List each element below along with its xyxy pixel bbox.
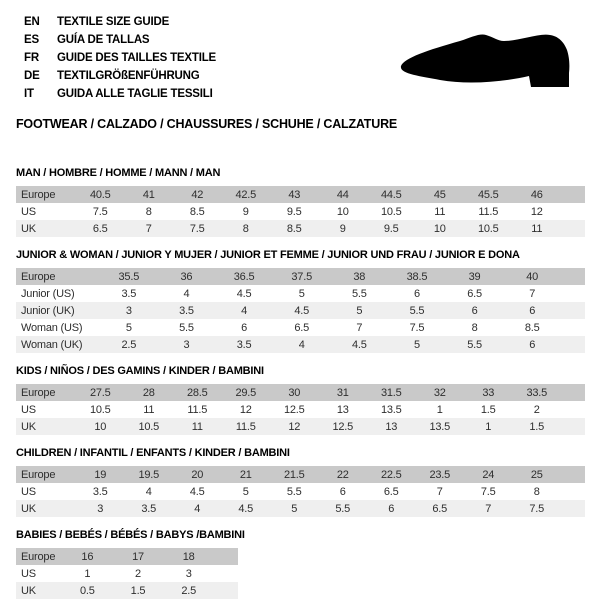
size-cell: 5.5 [286, 485, 302, 498]
size-cell: 4.5 [238, 502, 254, 515]
table-row [16, 186, 585, 203]
size-cell: 7.5 [529, 502, 545, 515]
size-cell: 7 [485, 502, 492, 515]
table-row [16, 302, 585, 319]
language-label: GUÍA DE TALLAS [57, 34, 150, 46]
size-cell: 8 [471, 321, 478, 334]
size-cell: 11.5 [187, 403, 208, 416]
language-code: EN [24, 16, 40, 28]
size-cell: 13 [385, 420, 398, 433]
size-cell: 20 [191, 468, 204, 481]
size-cell: 4.5 [236, 287, 252, 300]
size-cell: 8.5 [189, 205, 205, 218]
size-cell: 5.5 [351, 287, 367, 300]
size-cell: 45 [433, 188, 446, 201]
size-cell: 13 [336, 403, 349, 416]
size-cell: 6 [241, 321, 248, 334]
size-cell: 3.5 [92, 485, 108, 498]
size-cell: 33.5 [526, 386, 548, 399]
size-cell: 6 [413, 287, 420, 300]
size-cell: 44 [336, 188, 349, 201]
size-cell: 10.5 [89, 403, 111, 416]
size-cell: 24 [482, 468, 495, 481]
row-label: UK [21, 584, 36, 597]
size-cell: 4.5 [189, 485, 205, 498]
size-cell: 36.5 [233, 270, 255, 283]
size-cell: 1.5 [130, 584, 146, 597]
size-cell: 6.5 [92, 222, 108, 235]
size-cell: 6 [529, 338, 536, 351]
size-cell: 37.5 [291, 270, 312, 283]
row-label: UK [21, 222, 36, 235]
size-cell: 3.5 [141, 502, 157, 515]
table-row [16, 418, 585, 435]
size-cell: 19.5 [138, 468, 160, 481]
size-cell: 4 [194, 502, 201, 515]
size-cell: 10 [336, 205, 349, 218]
size-cell: 6 [339, 485, 346, 498]
guide-header [0, 0, 600, 131]
size-cell: 4 [183, 287, 190, 300]
row-label: Junior (US) [21, 287, 75, 300]
size-cell: 2.5 [121, 338, 137, 351]
size-cell: 42.5 [235, 188, 257, 201]
size-cell: 5 [291, 502, 298, 515]
row-label: Europe [21, 550, 56, 563]
size-cell: 7 [529, 287, 536, 300]
category-title: FOOTWEAR / CALZADO / CHAUSSURES / SCHUHE / CALZATURE [16, 117, 398, 131]
table-row [16, 565, 238, 582]
size-cell: 7.5 [480, 485, 496, 498]
size-cell: 6.5 [294, 321, 310, 334]
size-cell: 6.5 [383, 485, 399, 498]
size-cell: 12 [530, 205, 543, 218]
size-cell: 23.5 [429, 468, 451, 481]
size-cell: 1 [436, 403, 443, 416]
size-cell: 6.5 [432, 502, 448, 515]
table-title: JUNIOR & WOMAN / JUNIOR Y MUJER / JUNIOR ET FEMME / JUNIOR UND FRAU / JUNIOR E DONA [16, 249, 520, 261]
row-label: US [21, 567, 36, 580]
language-code: IT [24, 88, 34, 100]
size-cell: 3 [97, 502, 104, 515]
size-cell: 8 [242, 222, 249, 235]
size-cell: 21 [239, 468, 252, 481]
table-row [16, 268, 585, 285]
size-cell: 9.5 [286, 205, 302, 218]
row-label: Europe [21, 188, 56, 201]
size-cell: 10 [433, 222, 446, 235]
size-cell: 35.5 [118, 270, 140, 283]
table-row [16, 548, 238, 565]
size-section [16, 167, 600, 237]
size-cell: 19 [94, 468, 107, 481]
size-cell: 36 [180, 270, 193, 283]
size-cell: 9.5 [383, 222, 399, 235]
size-cell: 1 [485, 420, 492, 433]
table-row [16, 285, 585, 302]
size-cell: 11 [434, 205, 446, 218]
size-cell: 5 [125, 321, 132, 334]
size-cell: 7 [356, 321, 363, 334]
size-cell: 3 [183, 338, 190, 351]
size-cell: 6 [529, 304, 536, 317]
size-cell: 5.5 [467, 338, 482, 351]
size-cell: 30 [288, 386, 301, 399]
size-cell: 28 [142, 386, 155, 399]
size-cell: 38.5 [406, 270, 428, 283]
size-cell: 12.5 [283, 403, 305, 416]
size-cell: 7.5 [409, 321, 425, 334]
size-cell: 5.5 [179, 321, 194, 334]
size-cell: 5.5 [335, 502, 351, 515]
row-label: Europe [21, 386, 56, 399]
size-cell: 2 [135, 567, 141, 580]
size-cell: 8.5 [524, 321, 540, 334]
size-cell: 12.5 [332, 420, 354, 433]
language-label: GUIDA ALLE TAGLIE TESSILI [57, 88, 213, 100]
language-label: TEXTILE SIZE GUIDE [57, 16, 170, 28]
row-label: Woman (UK) [21, 338, 83, 351]
size-cell: 27.5 [89, 386, 111, 399]
language-label: GUIDE DES TAILLES TEXTILE [57, 52, 216, 64]
size-cell: 10 [94, 420, 107, 433]
table-row [16, 220, 585, 237]
size-cell: 38 [353, 270, 366, 283]
size-cell: 3.5 [236, 338, 252, 351]
size-cell: 3.5 [179, 304, 194, 317]
size-cell: 17 [132, 550, 144, 563]
language-code: DE [24, 70, 40, 82]
table-row [16, 336, 585, 353]
size-cell: 6 [388, 502, 395, 515]
row-label: UK [21, 420, 36, 433]
size-section [16, 447, 600, 517]
table-row [16, 500, 585, 517]
size-cell: 39 [468, 270, 481, 283]
size-table [16, 186, 585, 237]
row-label: US [21, 485, 36, 498]
size-cell: 8 [533, 485, 540, 498]
size-cell: 9 [339, 222, 346, 235]
table-row [16, 483, 585, 500]
table-row [16, 401, 585, 418]
table-row [16, 466, 585, 483]
size-cell: 22.5 [380, 468, 402, 481]
size-cell: 11 [191, 420, 203, 433]
size-table [16, 548, 238, 599]
size-cell: 44.5 [380, 188, 402, 201]
size-cell: 7 [145, 222, 152, 235]
size-cell: 10.5 [477, 222, 499, 235]
size-cell: 5 [298, 287, 305, 300]
size-section [16, 249, 600, 353]
size-cell: 2.5 [181, 584, 197, 597]
size-cell: 21.5 [283, 468, 305, 481]
size-cell: 4 [241, 304, 248, 317]
table-title: MAN / HOMBRE / HOMME / MANN / MAN [16, 167, 221, 179]
size-cell: 10.5 [380, 205, 402, 218]
size-table [16, 466, 585, 517]
size-cell: 43 [288, 188, 301, 201]
size-cell: 42 [191, 188, 204, 201]
size-cell: 18 [182, 550, 195, 563]
size-cell: 3.5 [121, 287, 137, 300]
row-label: Junior (UK) [21, 304, 75, 317]
table-row [16, 203, 585, 220]
size-cell: 6 [471, 304, 478, 317]
row-label: Europe [21, 468, 56, 481]
size-cell: 28.5 [186, 386, 208, 399]
size-cell: 0.5 [79, 584, 95, 597]
row-label: UK [21, 502, 36, 515]
size-cell: 8 [145, 205, 152, 218]
size-cell: 4.5 [351, 338, 367, 351]
size-section [16, 365, 600, 435]
language-code: ES [24, 34, 39, 46]
size-cell: 4 [298, 338, 305, 351]
size-cell: 1.5 [480, 403, 496, 416]
size-table [16, 384, 585, 435]
size-cell: 6.5 [467, 287, 482, 300]
size-section [16, 529, 600, 599]
size-cell: 31 [336, 386, 349, 399]
size-cell: 31.5 [380, 386, 402, 399]
size-cell: 16 [81, 550, 94, 563]
row-label: Europe [21, 270, 56, 283]
language-code: FR [24, 52, 39, 64]
size-cell: 7.5 [92, 205, 108, 218]
size-cell: 4.5 [294, 304, 310, 317]
table-title: CHILDREN / INFANTIL / ENFANTS / KINDER / BAMBINI [16, 447, 290, 459]
size-cell: 1 [84, 567, 91, 580]
size-cell: 13.5 [429, 420, 451, 433]
table-row [16, 319, 585, 336]
size-cell: 1.5 [529, 420, 545, 433]
table-row [16, 384, 585, 401]
row-label: Woman (US) [21, 321, 83, 334]
size-cell: 45.5 [477, 188, 499, 201]
size-cell: 11 [531, 222, 543, 235]
table-title: BABIES / BEBÉS / BÉBÉS / BABYS /BAMBINI [16, 529, 245, 541]
size-cell: 5.5 [409, 304, 425, 317]
table-row [16, 582, 238, 599]
size-cell: 40.5 [89, 188, 111, 201]
size-cell: 41 [142, 188, 155, 201]
size-cell: 13.5 [380, 403, 402, 416]
row-label: US [21, 403, 36, 416]
size-cell: 5 [413, 338, 420, 351]
language-label: TEXTILGRÖßENFÜHRUNG [57, 70, 200, 82]
size-cell: 11.5 [478, 205, 499, 218]
size-cell: 25 [530, 468, 543, 481]
size-cell: 10.5 [138, 420, 160, 433]
size-cell: 40 [526, 270, 539, 283]
size-cell: 22 [336, 468, 349, 481]
size-cell: 3 [125, 304, 132, 317]
size-cell: 29.5 [235, 386, 257, 399]
size-cell: 7.5 [189, 222, 205, 235]
size-cell: 11.5 [235, 420, 256, 433]
size-cell: 4 [145, 485, 152, 498]
size-cell: 9 [242, 205, 249, 218]
size-cell: 11 [143, 403, 155, 416]
size-cell: 12 [288, 420, 301, 433]
size-cell: 32 [433, 386, 446, 399]
size-cell: 2 [533, 403, 540, 416]
size-tables [16, 167, 600, 599]
table-title: KIDS / NIÑOS / DES GAMINS / KINDER / BAMBINI [16, 365, 264, 377]
size-cell: 5 [356, 304, 363, 317]
size-cell: 33 [482, 386, 495, 399]
size-cell: 12 [239, 403, 252, 416]
size-cell: 8.5 [286, 222, 302, 235]
size-cell: 7 [436, 485, 443, 498]
row-label: US [21, 205, 36, 218]
dress-shoe-icon [398, 28, 578, 98]
size-cell: 5 [242, 485, 249, 498]
size-cell: 46 [530, 188, 543, 201]
size-table [16, 268, 585, 353]
size-cell: 3 [185, 567, 192, 580]
